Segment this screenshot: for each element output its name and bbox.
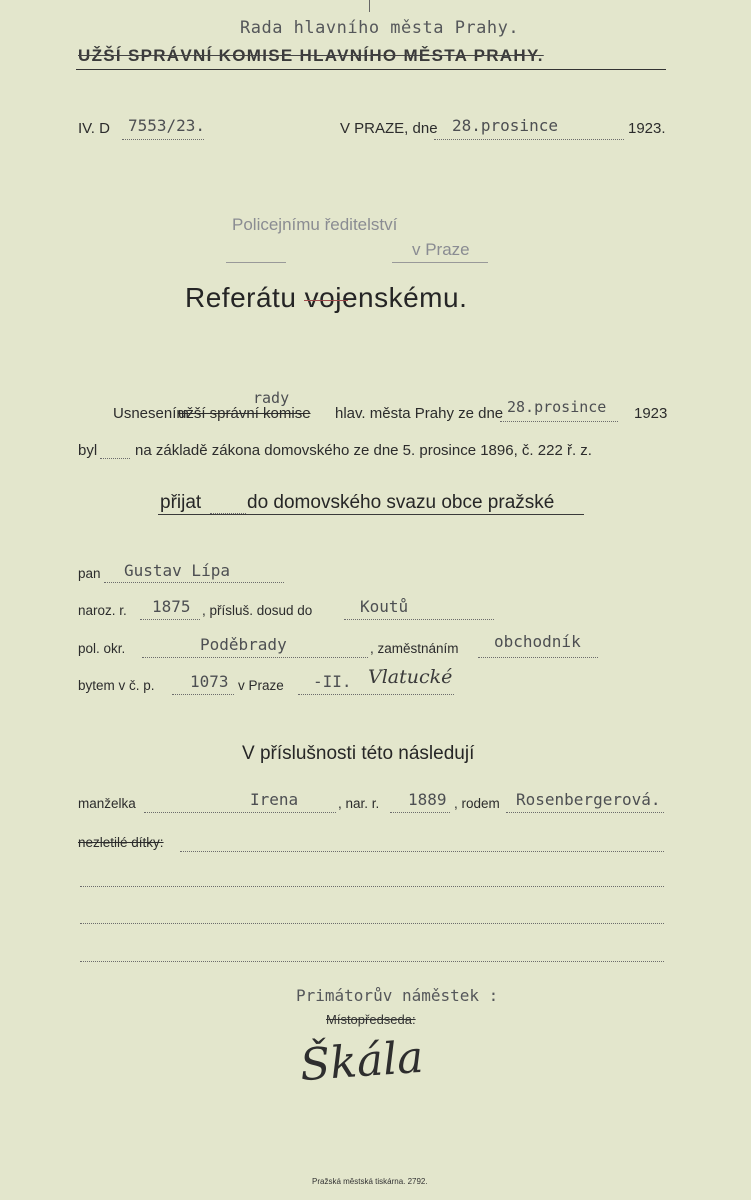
occupation-label: , zaměstnáním: [370, 641, 459, 656]
district-label: pol. okr.: [78, 641, 126, 656]
document-title: Referátu vojenskému.: [185, 282, 468, 313]
resolution-date: 28.prosince: [507, 398, 607, 416]
addressee-stamp-line1: Policejnímu ředitelství: [232, 215, 398, 234]
place-label: V PRAZE, dne: [340, 120, 438, 137]
belonging-place: Koutů: [360, 597, 409, 616]
inserted-word: rady: [253, 389, 290, 407]
resolution-year: 1923: [634, 405, 668, 422]
reference-number: 7553/23.: [128, 116, 206, 135]
person-name: Gustav Lípa: [124, 561, 230, 580]
wife-name: Irena: [250, 790, 299, 809]
printer-note: Pražská městská tiskárna. 2792.: [312, 1177, 428, 1186]
wife-label: manželka: [78, 796, 136, 811]
house-number: 1073: [190, 672, 229, 691]
admission-verb: přijat: [160, 492, 202, 513]
reference-prefix: IV. D: [78, 120, 110, 137]
district-value: Poděbrady: [200, 635, 287, 654]
legal-basis: na základě zákona domovského ze dne 5. prosince 1896, č. 222 ř. z.: [135, 442, 592, 459]
maiden-name: Rosenbergerová.: [516, 790, 661, 809]
wife-born-label: , nar. r.: [338, 796, 380, 811]
wife-born-year: 1889: [408, 790, 447, 809]
struck-commission: užší správní komise: [178, 405, 311, 422]
commission-header: UŽŠÍ SPRÁVNÍ KOMISE HLAVNÍHO MĚSTA PRAHY.: [78, 46, 544, 65]
admission-rest: do domovského svazu obce pražské: [247, 492, 555, 513]
born-year: 1875: [152, 597, 191, 616]
belonging-label: , přísluš. dosud do: [202, 603, 313, 618]
byl-label: byl: [78, 442, 98, 459]
children-struck: nezletilé dítky:: [78, 835, 164, 850]
struck-vice-chair: Místopředseda:: [326, 1012, 416, 1027]
council-stamp: Rada hlavního města Prahy.: [240, 18, 520, 38]
pan-label: pan: [78, 566, 101, 581]
margin-tick: [369, 0, 370, 12]
residence-label: bytem v č. p.: [78, 678, 155, 693]
resolution-prefix: Usnesením: [113, 405, 189, 422]
occupation-value: obchodník: [494, 632, 581, 651]
admission-underline: [158, 514, 584, 515]
family-heading: V příslušnosti této následují: [242, 743, 475, 764]
district-handwritten: Vlatucké: [368, 666, 453, 688]
maiden-label: , rodem: [454, 796, 500, 811]
in-prague-label: v Praze: [238, 678, 284, 693]
born-label: naroz. r.: [78, 603, 127, 618]
resolution-mid: hlav. města Prahy ze dne: [335, 405, 504, 422]
title-red-mark: [304, 300, 348, 301]
signature-stamp: Primátorův náměstek :: [296, 986, 499, 1005]
reference-date: 28.prosince: [452, 116, 558, 135]
header-rule: [76, 69, 666, 70]
handwritten-signature: Škála: [298, 1031, 425, 1092]
district-number: -II.: [313, 672, 352, 691]
reference-year: 1923.: [628, 120, 666, 137]
addressee-stamp-line2: v Praze: [412, 240, 470, 259]
